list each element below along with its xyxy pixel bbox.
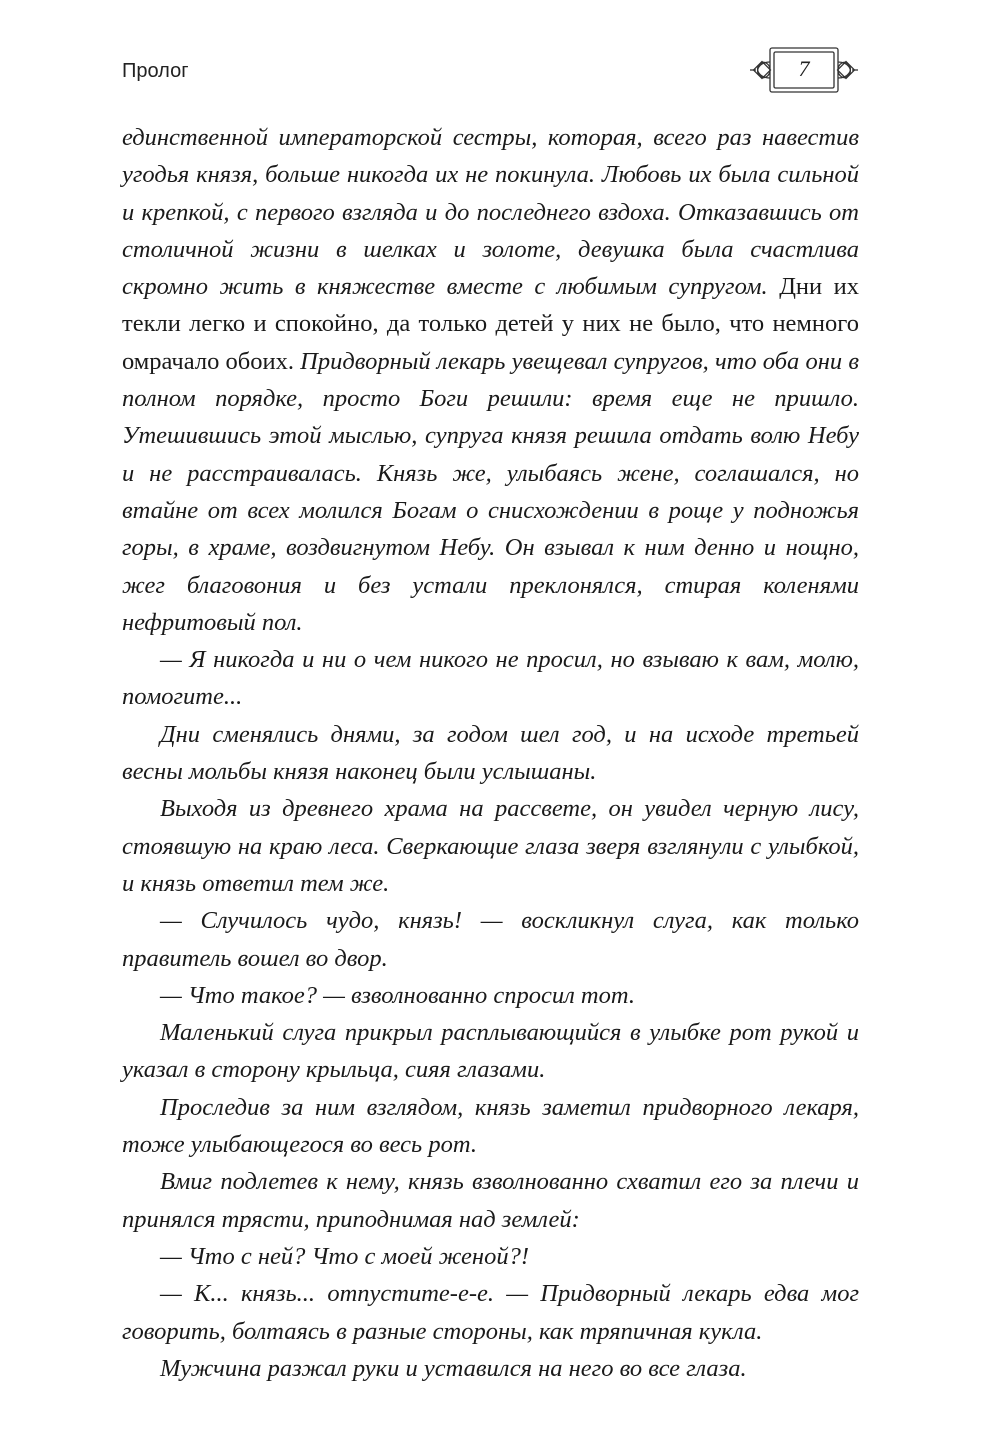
running-head: Пролог (122, 60, 189, 82)
paragraph: Дни сменялись днями, за годом шел год, и на исходе третьей весны мольбы князя наконец были услышаны. (122, 720, 859, 786)
paragraph: Вмиг подлетев к нему, князь взволнованно схватил его за плечи и принялся трясти, приподнимая над землей: (122, 1168, 859, 1233)
page-number-frame (748, 42, 860, 98)
paragraph: — К... князь... отпустите-е-е. — Придворный лекарь едва мог говорить, болтаясь в разные стороны, как тряпичная кукла. (122, 1280, 859, 1345)
paragraph: — Что такое? — взволнованно спросил тот. (160, 981, 635, 1009)
paragraph: Маленький слуга прикрыл расплывающийся в улыбке рот рукой и указал в сторону крыльца, сияя глазами. (122, 1019, 859, 1084)
paragraph: Проследив за ним взглядом, князь заметил придворного лекаря, тоже улыбающегося во весь рот. (122, 1093, 859, 1159)
paragraph (122, 119, 859, 641)
paragraph-italic-run: Придворный лекарь увещевал супругов, что оба они в полном порядке, просто Боги решили: время еще не пришло. Утешившись этой мыслью, супруга князя решила отдать волю Небу и не расстраивалась. Князь же, улыбаясь жене, соглашался, но втайне от всех молился Богам о снисхождении в роще у подножья горы, в храме, воздвигнутом Небу. Он взывал к ним денно и нощно, жег благовония и без устали преклонялся, стирая коленями нефритовый пол. (122, 347, 859, 636)
paragraph-regular-run: Дни их текли легко и спокойно, да только детей у них не было, что немного омрачало обоих. (122, 273, 860, 375)
paragraph: — Я никогда и ни о чем никого не просил, но взываю к вам, молю, помогите... (122, 646, 859, 711)
paragraph: Выходя из древнего храма на рассвете, он увидел черную лису, стоявшую на краю леса. Сверкающие глаза зверя взглянули с улыбкой, и князь ответил тем же. (122, 795, 859, 897)
paragraph-italic-run: единственной императорской сестры, которая, всего раз навестив угодья князя, больше никогда их не покинула. Любовь их была сильной и крепкой, с первого взгляда и до последнего вздоха. Отказавшись от столичной жизни в шелках и золоте, девушка была счастлива скромно жить в княжестве вместе с любимым супругом. (122, 124, 859, 301)
paragraph: — Случилось чудо, князь! — воскликнул слуга, как только правитель вошел во двор. (122, 907, 859, 972)
paragraph: Мужчина разжал руки и уставился на него во все глаза. (160, 1354, 747, 1382)
page-number: 7 (798, 56, 810, 81)
paragraph: — Что с ней? Что с моей женой?! (160, 1242, 529, 1270)
page-body (122, 119, 859, 1387)
